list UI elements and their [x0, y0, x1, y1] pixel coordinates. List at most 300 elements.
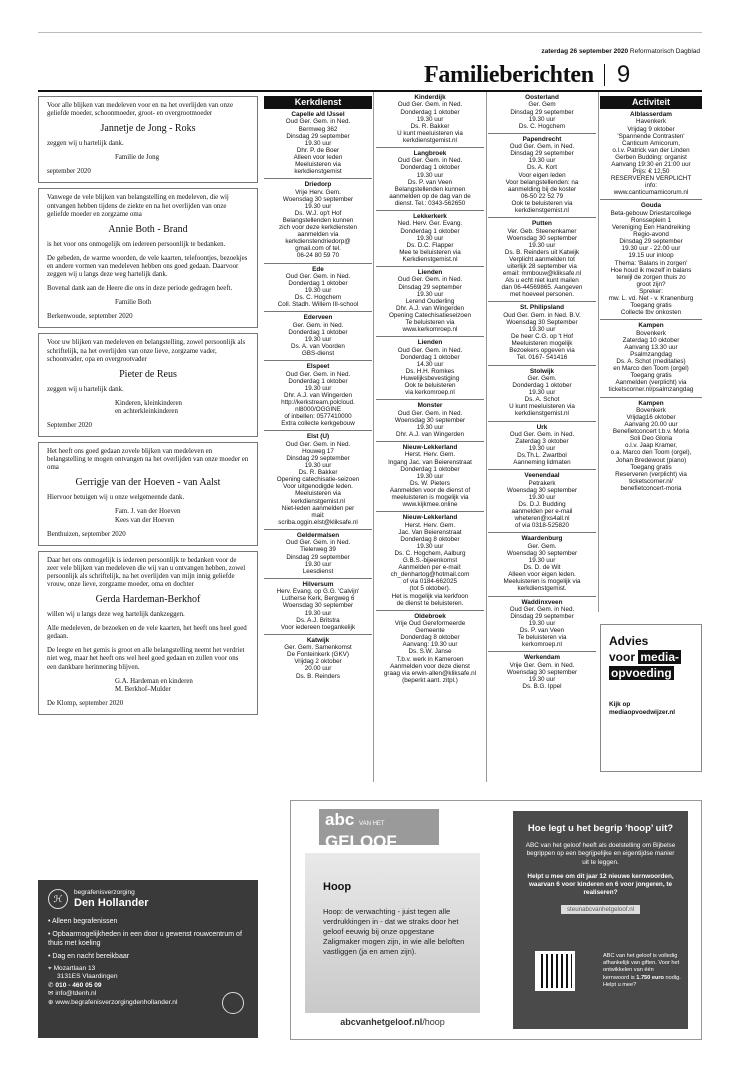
church-service-line: kerkdienstgemist.nl [515, 207, 569, 215]
church-service-line: Ger. Gem. [527, 542, 557, 550]
church-service-line: kerkdienstgemist [294, 168, 342, 176]
church-service-place: Waardenburg [521, 535, 563, 543]
church-service-line: Ds. W.J. op't Hof [294, 209, 342, 217]
top-rule [38, 32, 702, 33]
church-service-place: Driedorp [304, 181, 332, 189]
activity-line: Beta-gebouw Driestarcollege [610, 209, 692, 217]
activity-line: Reserveren (verplicht) via [615, 470, 687, 478]
church-service-line: Woensdag 30 september [506, 486, 578, 494]
notice-text: Daar het ons onmogelijk is iedereen persoonlijk te bedanken voor de zeer vele blijken van medeleven die wij van u ontvangen hebben, zowel persoonlijk als schriftelijk, na het overlijden van mijn innig geliefde vrouw, onze lieve, zorgzame moeder, oma en dochter [47, 556, 246, 588]
funeral-item: • Alleen begrafenissen [48, 918, 118, 925]
activity-line: Toegang gratis [630, 302, 672, 310]
church-service-line: graag via erwin-allen@kliksafe.nl [383, 669, 477, 677]
section-title: Familieberichten [424, 62, 594, 88]
church-service-line: Woensdag 30 september [506, 234, 578, 242]
notice-name: Annie Both - Brand [108, 223, 188, 235]
church-service-line: Ds. H.H. Romkes [405, 367, 455, 375]
family-notice [38, 442, 258, 546]
notice-text: Voor alle blijken van medeleven voor en na het overlijden van onze geliefde moeder, schoonmoeder, groot- en overgrootmoeder [47, 102, 234, 118]
funeral-logo: ℋ begrafenisverzorging Den Hollander [48, 888, 248, 909]
church-service-line: Huwelijksbevestiging [400, 374, 460, 382]
activity-line: Collecte tbv onkosten [620, 309, 682, 317]
church-service-line: Ds. P. van Veen [519, 627, 565, 635]
church-service-line: Vrije Oud Gereformeerde [394, 620, 466, 628]
header-rule [38, 90, 702, 92]
funeral-ad [38, 880, 258, 1038]
church-service-place: Langbroek [413, 149, 447, 157]
church-service-line: 19.30 uur [416, 290, 444, 298]
location-icon: ⌖ [48, 965, 52, 972]
church-service-line: Oud Ger. Gem. in Ned. [509, 143, 575, 151]
church-service-place: Waddinxveen [521, 598, 563, 606]
activity-line: Bovenkerk [636, 329, 666, 337]
church-service-line: Ds. W. Pieters [410, 479, 450, 487]
church-service [488, 366, 596, 422]
page-date: zaterdag 26 september 2020 Reformatorisch Dagblad [541, 48, 700, 55]
activity-line: 'Spannende Contrasten' [617, 132, 685, 140]
activity-line: Johan Bredewout (piano) [615, 456, 687, 464]
church-service-line: kerkdienstgemist.nl [515, 410, 569, 418]
church-service-line: Dhr. P. de Boer [296, 146, 340, 154]
activity-line: Soli Deo Gloria [629, 435, 673, 443]
activity-line: Zaterdag 10 oktober [622, 336, 680, 344]
church-service-line: Meeluisteren via [295, 490, 341, 498]
notice-signature: Kinderen, kleinkinderen [115, 399, 182, 407]
notice-text: De gebeden, de warme woorden, de vele kaarten, telefoontjes, bezoekjes en andere vormen van medeleven hebben ons goed gedaan. Daarvoor zeggen wij u langs deze weg hartelijk dank. [47, 254, 248, 279]
church-service-line: www.kerkomroep.nl [402, 326, 458, 334]
church-service-line: de dienst te beluisteren. [396, 599, 464, 607]
church-service-line: Zaterdag 3 oktober [515, 438, 569, 445]
activity-line: 19.30 uur - 22.00 uur [621, 245, 681, 253]
church-service-line: Donderdag 1 oktober [288, 280, 348, 287]
church-service-line: gmail.com of tel. [295, 245, 341, 253]
church-service-line: Opening catechisatie-seizoen [276, 476, 360, 484]
church-service-line: 19.30 uur [304, 335, 332, 343]
church-service [376, 337, 484, 400]
church-service-line: via kerkomroep.nl [405, 389, 455, 397]
church-service-line: Ds. R. Bakker [410, 122, 450, 130]
funeral-item: • Opbaarmogelijkheden in een door u gewenst rouwcentrum of thuis met koeling [48, 931, 242, 947]
church-service-line: kerkdienstgemist. [517, 585, 567, 593]
notice-signature: Familie de Jong [115, 154, 160, 162]
church-service-line: kerkdienstgemist.nl [403, 136, 457, 144]
notice-text: Het heeft ons goed gedaan zovele blijken van medeleven en belangstelling te mogen ontvangen na het overlijden van onze moeder en oma [47, 448, 249, 472]
church-service-line: met hoeveel personen. [509, 291, 575, 299]
church-service-line: U kunt meeluisteren via [397, 129, 463, 137]
church-service-line: Woensdag 30 september [506, 549, 578, 557]
monogram-icon: ℋ [48, 889, 68, 909]
church-service-line: Belangstellenden kunnen [282, 216, 354, 224]
family-notice [38, 188, 258, 328]
church-service-line: 19.30 uur [416, 234, 444, 242]
church-service-line: Dinsdag 29 september [286, 132, 350, 140]
column-divider [598, 92, 599, 612]
activity-line: 19.15 uur inloop [628, 252, 674, 260]
church-service-place: Lekkerkerk [413, 213, 447, 221]
notice-text: zeggen wij u hartelijk dank. [47, 385, 124, 393]
church-service-line: Ds. R. Bakker [298, 469, 338, 477]
activity-line: Dinsdag 29 september [619, 238, 683, 246]
church-service-place: Capelle a/d IJssel [291, 111, 345, 118]
church-service-place: Elspeet [306, 363, 330, 371]
activity-line: Toegang gratis [630, 463, 672, 471]
church-service-line: Ingang Jac. van Beierenstraat [388, 458, 472, 466]
church-service-line: Herv. Evang. op G.G. 'Calvijn' [276, 588, 360, 596]
church-service-line: (tot 5 oktober). [409, 585, 451, 593]
activity-place: Kampen [638, 322, 664, 330]
church-service [488, 652, 596, 693]
church-service [376, 211, 484, 267]
notice-name: Pieter de Reus [119, 368, 177, 380]
church-service-line: zich voor deze kerkdiensten [278, 224, 358, 232]
kerkdienst-column-1 [264, 96, 372, 683]
church-service-line: www.kijkmee.online [402, 501, 458, 509]
church-service-line: Oud Ger. Gem. in Ned. [509, 430, 575, 438]
church-service-line: dan 06-44569865. Aangeven [501, 284, 583, 292]
advies-line2: voor media- [609, 650, 680, 664]
church-service-line: Herst. Herv. Gem. [404, 451, 456, 459]
notice-place: Berkenwoude, september 2020 [47, 313, 133, 321]
church-service-line: Ds. D.C. Flapper [406, 241, 454, 249]
church-service-line: Oud Ger. Gem. in Ned. [285, 118, 351, 126]
church-service-line: Gemeente [415, 627, 445, 635]
notice-place: Benthuizen, september 2020 [47, 530, 126, 538]
church-service-line: Ned. Herv. Ger. Evang. [397, 220, 463, 228]
church-service-line: Oud Ger. Gem. in Ned. [285, 272, 351, 280]
church-service-place: Monster [417, 402, 443, 410]
abc-logo: abc VAN HET GELOOF [319, 809, 439, 845]
activity-line: benefietconcert-moria [620, 484, 682, 492]
church-service-line: 14.30 uur [416, 360, 444, 368]
church-service-line: 19.30 uur [416, 542, 444, 550]
church-service-line: 06-50 22 52 79 [520, 192, 564, 200]
church-service-line: Ds. A.J. Britstra [296, 616, 340, 624]
activity [600, 200, 702, 320]
church-service-line: ch_denhartog@hotmail.com [390, 571, 470, 579]
church-service-line: 19.30 uur [416, 472, 444, 480]
church-service-line: kerkomroep.nl [522, 641, 562, 649]
church-service-line: Jac. Van Beierenstraat [398, 528, 462, 536]
church-service-line: Dinsdag 29 september [510, 108, 574, 116]
church-service-line: Meeluisteren via [295, 160, 341, 168]
activity-line: Spreker: [639, 287, 663, 295]
notice-signature: G.A. Hardeman en kinderen [115, 677, 193, 685]
church-service-line: Voor iedereen toegankelijk [280, 623, 356, 631]
church-service-line: Vrije Ger. Gem. in Ned. [509, 661, 575, 669]
church-service-line: Oud Ger. Gem. in Ned. [397, 276, 463, 284]
church-service-line: 19.30 uur [528, 557, 556, 565]
activiteit-heading: Activiteit [600, 96, 702, 109]
church-service-place: Urk [536, 423, 548, 431]
church-service-line: Ds. A. Schot [524, 396, 560, 404]
church-service-line: Donderdag 1 oktober [288, 377, 348, 385]
church-service-line: Bermweg 362 [298, 125, 338, 133]
activity [600, 398, 702, 496]
church-service-line: 19.30 uur [528, 493, 556, 501]
church-service [264, 264, 372, 313]
page-number: 9 [616, 61, 631, 88]
church-service-line: Ger. Gem. in Ned. [292, 321, 344, 329]
church-service-line: Voor belangstellenden: na [505, 178, 579, 186]
church-service [488, 533, 596, 596]
church-service-line: Ger. Gem. [527, 374, 557, 382]
church-service-line: kerkdienstgemist.nl [291, 497, 345, 505]
church-service [264, 312, 372, 361]
church-service [488, 597, 596, 653]
notice-text: is het voor ons onmogelijk om iedereen persoonlijk te bedanken. [47, 240, 226, 248]
church-service [264, 179, 372, 263]
church-service-place: Oosterland [525, 94, 559, 101]
activity-place: Gouda [640, 202, 662, 210]
funeral-item: • Dag en nacht bereikbaar [48, 953, 130, 960]
church-service-line: 19.30 uur [304, 202, 332, 210]
activity-line: Vrijdag16 oktober [626, 414, 676, 421]
activity-line: Havenkerk [635, 118, 667, 126]
notice-signature: Fam. J. van der Hoeven [115, 508, 181, 516]
church-service-line: Dhr. A.J. van Wingerden [396, 430, 464, 438]
church-service [488, 134, 596, 218]
church-service-line: Aanmelden per e-mail: [398, 564, 462, 572]
notice-signature: en achterkleinkinderen [115, 407, 178, 415]
church-service-line: Niet-leden aanmelden per [281, 504, 355, 512]
church-service-line: Ds. A. van Voorden [291, 343, 345, 351]
abc-text: ABC van het geloof heeft als doelstelling om Bijbelse begrippen op een begrijpelijke en eigentijdse manier uit te leggen. [525, 842, 676, 866]
church-service-line: Ds. S.W. Janse [408, 648, 452, 656]
church-service-line: aanmelding bij de koster [507, 185, 577, 193]
church-service [488, 218, 596, 302]
advies-ad [600, 624, 702, 772]
abc-donate-link[interactable]: steunabcvanhetgeloof.nl [561, 905, 640, 914]
church-service-line: 19.30 uur [528, 157, 556, 165]
church-service-line: Ver. Geb. Steenenkamer [507, 227, 577, 235]
notice-text: Voor uw blijken van medeleven en belangstelling, zowel persoonlijk als schriftelijk, na het overlijden van onze lieve, zorgzame vader, schoonvader, opa en overgrootvader [47, 339, 246, 363]
church-service-line: meeluisteren is mogelijk via [391, 493, 469, 501]
church-service-line: Ds. D. de Wit [523, 564, 561, 572]
notice-name: Gerrigje van der Hoeven - van Aalst [75, 477, 221, 489]
church-service-line: Ger. Gem. Samenkomst [284, 644, 352, 652]
church-service-line: 19.30 uur [528, 676, 556, 684]
church-service-line: GBS-dienst [301, 350, 335, 358]
church-service-line: Vrije Herv. Gem. [295, 188, 341, 196]
church-service-line: De Fonteinkerk (GKV) [287, 651, 349, 659]
church-service-line: Meeluisteren is mogelijk via [503, 578, 581, 586]
church-service-line: Belangstellenden kunnen [394, 185, 466, 193]
activity-line: mw. L. vd. Net - v. Kranenburg [608, 294, 694, 302]
activity-line: o.l.v. Patrick van der Linden [612, 146, 690, 154]
church-service-line: Woensdag 30 september [282, 195, 354, 203]
notice-text: zeggen wij u hartelijk dank. [47, 140, 124, 148]
activity-line: www.canticumamicorum.nl [613, 189, 689, 197]
church-service-line: scriba.oggin.elst@kliksafe.nl [278, 518, 358, 526]
church-service-place: Katwijk [306, 636, 330, 644]
church-service [376, 400, 484, 442]
church-service [376, 148, 484, 211]
column-divider [486, 92, 487, 782]
activity-line: Thema: 'Balans in zorgen' [614, 259, 688, 267]
church-service-line: 06-24 80 59 70 [296, 252, 340, 260]
church-service-line: 19.30 uur [528, 445, 556, 453]
church-service-place: Elst (U) [306, 433, 330, 441]
church-service-line: of via 0318-525820 [515, 522, 569, 530]
qr-code-icon[interactable] [535, 951, 575, 991]
church-service-line: 19.30 uur [304, 560, 332, 568]
activity [600, 109, 702, 200]
activity-place: Alblasserdam [630, 111, 672, 118]
abc-qr-note: ABC van het geloof is volledig afhankelijk van giften. Voor het ontwikkelen van één kernwoord is 1.750 euro nodig. Helpt u mee? [603, 953, 681, 988]
church-service-line: Ds. A. Kort [526, 164, 558, 172]
church-service-line: Oud Ger. Gem. in Ned. [397, 409, 463, 417]
abc-body: Hoop: de verwachting - juist tegen alle verdrukkingen in - dat we straks door het geloof eeuwig bij onze opgestane Zaligmaker mogen zijn, in wie alle beloften vastliggen (ja en amen zijn). [323, 907, 465, 956]
church-service-line: 19.30 uur [528, 389, 556, 397]
church-service-line: Ds. B. Reinders uit Katwijk [504, 248, 580, 256]
activity-line: Aanvang 19:30 en 21:00 uur [611, 160, 691, 168]
notice-text: willen wij u langs deze weg hartelijk dankzeggen. [47, 611, 185, 619]
church-service-line: Aanvang: 19.30 uur [402, 641, 458, 649]
abc-url[interactable]: abcvanhetgeloof.nl/hoop [340, 1017, 445, 1027]
church-service-line: 19.30 uur [416, 423, 444, 431]
church-service-line: Ds. B.G. Ippel [522, 683, 562, 691]
church-service-place: Nieuw-Lekkerland [402, 444, 458, 451]
church-service-line: Bezoekers opgeven via [509, 347, 575, 355]
church-service [376, 92, 484, 148]
church-service-line: Dinsdag 29 september [286, 553, 350, 561]
church-service-line: 20.00 uur [304, 665, 332, 673]
church-service-line: Voor uitgenodigde leden. [283, 483, 353, 491]
activity-line: Vereniging Een Handreiking [611, 224, 691, 232]
activity-line: Toegang gratis [630, 372, 672, 380]
notice-place: september 2020 [47, 168, 91, 176]
church-service-line: Te beluisteren via [517, 634, 567, 642]
church-service-line: G.B.S.-bijeenkomst [402, 557, 458, 565]
church-service-line: Ook te beluisteren [404, 382, 456, 390]
church-service [264, 109, 372, 179]
activity-line: Bovenkerk [636, 406, 666, 414]
phone-icon: ✆ [48, 981, 54, 989]
church-service-line: nl8000/OGGINE [295, 406, 341, 414]
funeral-contact: ⌖ Mozartlaan 13 3131ES Vlaardingen ✆ 010 - 460 05 09 ✉ info@tdenh.nl ⊕ www.begrafenisverzorgingdenhollander.nl [48, 965, 178, 1006]
church-service-place: Geldermalsen [296, 531, 340, 539]
church-service-line: Ger. Gem [528, 101, 556, 109]
church-service-line: 19.30 uur [528, 620, 556, 628]
church-service-line: Vrijdag 2 oktober [294, 658, 342, 666]
church-service [488, 422, 596, 471]
church-service-line: Als u echt niet kunt mailen [505, 277, 579, 285]
activity [600, 320, 702, 397]
church-service-line: 19.30 uur [304, 609, 332, 617]
activity-line: Gerben Budding: organist [615, 153, 687, 161]
activity-line: Prijs: € 12,50 [632, 168, 670, 176]
church-service-line: dienst. Tel.: 0343-562650 [394, 199, 466, 207]
church-service-line: uiterlijk 28 september via [507, 263, 577, 270]
family-notice [38, 551, 258, 715]
advies-link[interactable]: Kijk op mediaopvoedwijzer.nl [609, 701, 676, 716]
activity-line: Regio-avond [633, 231, 669, 239]
church-service-place: Oldebroek [414, 612, 446, 620]
church-service-line: Tielerweg 39 [300, 546, 336, 554]
church-service-line: Tel. 0167- 541416 [516, 354, 568, 362]
abc-callout: Helpt u mee om dit jaar 12 nieuwe kernwoorden, waarvan 6 voor kinderen en 6 voor jongeren, te realiseren? [527, 872, 674, 897]
church-service-line: Te beluisteren via [405, 318, 455, 326]
church-service-line: Donderdag 1 oktober [400, 108, 460, 116]
church-service-place: St. Philipsland [519, 304, 565, 312]
church-service-line: Dhr. A.J. van Wingerden [396, 304, 464, 312]
church-service-line: Donderdag 1 oktober [400, 164, 460, 172]
church-service-line: Petrakerk [528, 479, 556, 487]
family-notice [38, 333, 258, 437]
activity-line: Benefietconcert t.b.v. Moria [612, 428, 690, 436]
church-service-line: Lutherse Kerk, Bergweg 6 [281, 595, 355, 603]
church-service-line: Dhr. A.J. van Wingerden [284, 391, 352, 399]
notice-text: Alle medeleven, de bezoeken en de vele kaarten, het heeft ons heel goed gedaan. [47, 625, 247, 641]
web-icon: ⊕ [48, 998, 54, 1006]
church-service-line: Ds. C. Hogchem, Aalburg [394, 549, 466, 557]
church-service-line: Aanmelden voor deze dienst [390, 662, 470, 670]
activity-line: o.l.v. Jaap Kramer, [624, 442, 678, 450]
church-service-line: Ds. B. Reinders [295, 672, 341, 680]
church-service-line: 19.30 uur [416, 115, 444, 123]
activity-line: Aanmelden (verplicht) via [615, 379, 687, 387]
church-service-line: Woensdag 30 september [394, 416, 466, 424]
church-service-line: aanmelden via [297, 231, 339, 239]
activity-line: RESERVEREN VERPLICHT [610, 175, 692, 183]
church-service-line: Oud Ger. Gem. in Ned. [509, 605, 575, 613]
church-service-line: Oud Ger. Gem. in Ned. [285, 539, 351, 547]
church-service-place: Kinderdijk [414, 94, 446, 101]
church-service-line: Oud Ger. Gem. in Ned. [285, 440, 351, 448]
church-service-line: wheteren@xs4all.nl [514, 515, 570, 523]
activity-line: Psalmzangdag [630, 350, 672, 358]
church-service-line: 19.30 uur [528, 326, 556, 334]
church-service-line: 19.30 uur [528, 115, 556, 123]
activity-line: Vrijdag 9 oktober [627, 125, 675, 133]
column-divider [373, 92, 374, 782]
activity-line: Aanvang 13.30 uur [624, 343, 678, 351]
church-service-line: Oud Ger. Gem. in Ned. [397, 101, 463, 109]
church-service [376, 267, 484, 337]
church-service-line: Houweg 17 [302, 447, 334, 455]
church-service-line: 19.30 uur [416, 171, 444, 179]
church-service-line: Ook te beluisteren via [511, 199, 573, 207]
church-service-line: Verplicht aanmelden tot [509, 255, 575, 263]
church-service-line: De heer C.G. op 't Hof [510, 333, 574, 341]
church-service-line: aanmelden op de dag van de [389, 192, 471, 200]
church-service-line: Kerkdienstgemist.nl [402, 255, 458, 263]
church-service-line: Aanmelden voor de dienst of [389, 486, 471, 494]
activity-line: terwijl de zorgen thuis zo [616, 273, 686, 281]
church-service-place: Lienden [417, 339, 443, 347]
notice-name: Jannetje de Jong - Roks [100, 123, 196, 135]
church-service-line: Oud Ger. Gem. in Ned. B.V. [503, 311, 581, 319]
activity-line: info: [645, 182, 657, 190]
kerkdienst-column-3 [488, 92, 596, 693]
activity-line: ticketscorner.nl/psalmzangdag [608, 386, 694, 394]
church-service-line: U kunt meeluisteren via [509, 403, 575, 411]
activity-line: Ds. A. Schot (meditaties) [616, 358, 686, 366]
church-service-line: Donderdag 1 oktober [400, 353, 460, 361]
activity-line: Aanvang 20.00 uur [624, 421, 678, 429]
church-service-place: Veenendaal [524, 472, 560, 480]
abc-question: Hoe legt u het begrip ‘hoop’ uit? [527, 823, 674, 834]
church-service-place: Nieuw-Lekkerland [402, 514, 458, 522]
church-service [488, 470, 596, 533]
church-service-place: Ederveen [303, 314, 333, 322]
church-service-line: Dinsdag 29 september [510, 613, 574, 620]
church-service-line: Extra collecte kerkgebouw [281, 420, 355, 428]
activiteit-column [600, 96, 702, 495]
advies-line1: Advies [609, 634, 649, 648]
church-service-line: Ds. C. Hogchem [518, 122, 566, 130]
activity-line: ticketscorner.nl/ [629, 477, 673, 485]
